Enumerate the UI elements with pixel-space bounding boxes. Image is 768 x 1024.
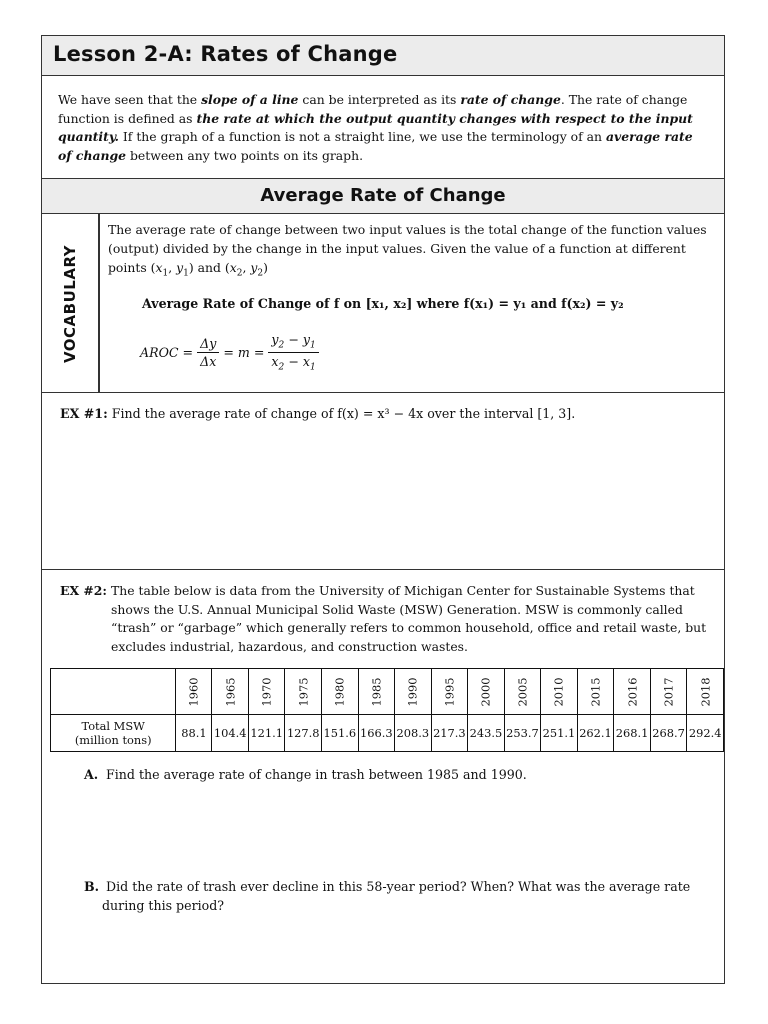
year-label: 2010 bbox=[551, 677, 566, 706]
table-row bbox=[51, 715, 724, 752]
msw-value-cell: 268.7 bbox=[650, 715, 687, 752]
year-header-cell bbox=[431, 669, 468, 715]
year-header-cell bbox=[541, 669, 578, 715]
msw-value-cell: 88.1 bbox=[176, 715, 212, 752]
year-label: 1985 bbox=[369, 677, 384, 706]
intro-text: between any two points on its graph. bbox=[126, 147, 364, 163]
msw-value-cell: 268.1 bbox=[614, 715, 651, 752]
year-header-cell bbox=[468, 669, 505, 715]
vocabulary-sidebar bbox=[42, 214, 100, 393]
example-1-text: Find the average rate of change of f(x) = x³ − 4x over the interval [1, 3]. bbox=[107, 406, 576, 421]
vocabulary-label: VOCABULARY bbox=[61, 244, 79, 364]
year-header-cell bbox=[176, 669, 212, 715]
year-header-cell bbox=[248, 669, 285, 715]
table-header-row bbox=[51, 669, 724, 715]
year-label: 1960 bbox=[186, 677, 201, 706]
msw-value-cell: 121.1 bbox=[248, 715, 285, 752]
example-2-text: The table below is data from the University of Michigan Center for Sustainable Systems that shows the U.S. Annual Municipal Solid Waste (MSW) Generation. MSW is commonly called “trash” or “garbage” which generally refers to common household, office and retail waste, but excludes industrial, hazardous, and construction wastes. bbox=[111, 583, 707, 654]
divider bbox=[42, 569, 724, 570]
intro-text: We have seen that the bbox=[58, 92, 202, 107]
question-b-label: B. bbox=[84, 879, 100, 894]
intro-emphasis: average rate of change bbox=[58, 129, 693, 163]
year-label: 1995 bbox=[442, 677, 457, 706]
lesson-header bbox=[42, 36, 724, 76]
delta-fraction: $\frac{\Delta y}{\Delta x}$ bbox=[197, 336, 219, 369]
example-2-label: EX #2: bbox=[60, 583, 107, 598]
year-header-cell bbox=[614, 669, 651, 715]
msw-value-cell: 127.8 bbox=[285, 715, 322, 752]
year-label: 1970 bbox=[259, 677, 274, 706]
msw-value-cell: 104.4 bbox=[212, 715, 249, 752]
section-title: Average Rate of Change bbox=[260, 185, 506, 206]
year-label: 2018 bbox=[698, 677, 713, 706]
vocabulary-definition bbox=[108, 220, 718, 283]
year-label: 2016 bbox=[625, 677, 640, 706]
question-a-text: Find the average rate of change in trash between 1985 and 1990. bbox=[106, 767, 527, 782]
year-header-cell bbox=[650, 669, 687, 715]
year-header-cell bbox=[395, 669, 432, 715]
year-label: 2000 bbox=[478, 677, 493, 706]
year-header-cell bbox=[212, 669, 249, 715]
year-header-cell bbox=[577, 669, 614, 715]
msw-value-cell: 151.6 bbox=[322, 715, 359, 752]
section-header bbox=[42, 178, 724, 214]
year-header-cell bbox=[358, 669, 395, 715]
year-label: 2005 bbox=[515, 677, 530, 706]
intro-text: can be interpreted as its bbox=[298, 92, 461, 107]
divider bbox=[42, 392, 724, 393]
question-b-text: Did the rate of trash ever decline in this 58-year period? When? What was the average rate bbox=[106, 879, 691, 894]
msw-data-table bbox=[50, 668, 724, 752]
example-1-label: EX #1: bbox=[60, 406, 108, 421]
slope-fraction: $\frac{y_2 - y_1}{x_2 - x_1}$ bbox=[268, 332, 318, 372]
example-1 bbox=[60, 406, 575, 421]
row-label-cell bbox=[51, 715, 176, 752]
msw-value-cell: 253.7 bbox=[504, 715, 541, 752]
intro-text: If the graph of a function is not a straight line, we use the terminology of an bbox=[118, 129, 606, 144]
year-label: 2015 bbox=[588, 677, 603, 706]
year-header-cell bbox=[322, 669, 359, 715]
year-header-cell bbox=[285, 669, 322, 715]
msw-value-cell: 217.3 bbox=[431, 715, 468, 752]
intro-emphasis: rate of change bbox=[460, 92, 561, 107]
aroc-label: AROC = bbox=[140, 344, 194, 360]
row-label: Total MSW bbox=[81, 719, 145, 733]
point-notation: ($x_1$, $y_1$) and ($x_2$, $y_2$) bbox=[150, 260, 268, 279]
year-label: 1980 bbox=[332, 677, 347, 706]
question-b-text-cont: during this period? bbox=[102, 897, 225, 913]
intro-text: . The rate of change function is defined as bbox=[58, 92, 688, 126]
year-header-cell bbox=[504, 669, 541, 715]
msw-value-cell: 262.1 bbox=[577, 715, 614, 752]
msw-value-cell: 166.3 bbox=[358, 715, 395, 752]
question-b bbox=[84, 878, 704, 915]
table-corner-cell bbox=[51, 669, 176, 715]
msw-value-cell: 243.5 bbox=[468, 715, 505, 752]
question-a bbox=[84, 766, 527, 785]
msw-value-cell: 208.3 bbox=[395, 715, 432, 752]
intro-emphasis: the rate at which the output quantity changes with respect to the input quantity. bbox=[58, 110, 693, 144]
vocabulary-text: The average rate of change between two input values is the total change of the function values (output) divided by the change in the input values. Given the value of a function at different points bbox=[108, 222, 707, 275]
equals-m: = m = bbox=[223, 344, 265, 360]
year-label: 2017 bbox=[661, 677, 676, 706]
msw-value-cell: 251.1 bbox=[541, 715, 578, 752]
row-label-units: (million tons) bbox=[74, 733, 152, 747]
year-label: 1990 bbox=[405, 677, 420, 706]
worksheet bbox=[41, 35, 725, 984]
formula-heading: Average Rate of Change of f on [x₁, x₂] where f(x₁) = y₁ and f(x₂) = y₂ bbox=[142, 296, 624, 311]
msw-value-cell: 292.4 bbox=[687, 715, 724, 752]
year-label: 1975 bbox=[296, 677, 311, 706]
lesson-title: Lesson 2-A: Rates of Change bbox=[53, 42, 398, 66]
aroc-formula bbox=[140, 332, 323, 372]
intro-paragraph bbox=[58, 91, 708, 165]
intro-emphasis: slope of a line bbox=[201, 92, 299, 107]
year-label: 1965 bbox=[223, 677, 238, 706]
example-2 bbox=[60, 582, 710, 656]
question-a-label: A. bbox=[84, 767, 99, 782]
year-header-cell bbox=[687, 669, 724, 715]
